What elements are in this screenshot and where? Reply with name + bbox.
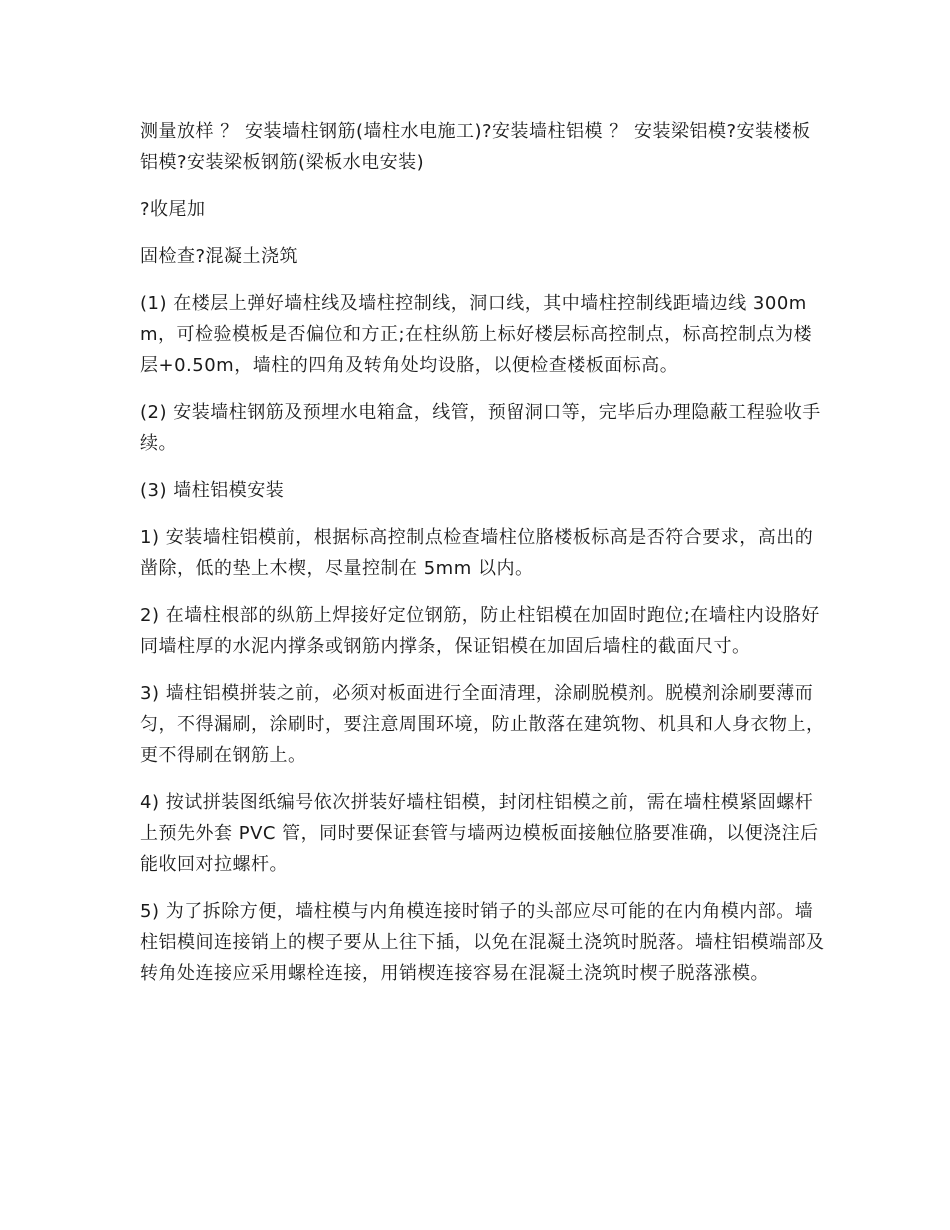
- paragraph-item-1: (1) 在楼层上弹好墙柱线及墙柱控制线，洞口线，其中墙柱控制线距墙边线 300mm，可检验模板是否偏位和方正;在柱纵筋上标好楼层标高控制点，标高控制点为楼层+0.50m，墙柱的四角及转角处均设胳，以便检查楼板面标高。: [140, 293, 813, 376]
- paragraph-step-1: 1) 安装墙柱铝模前，根据标高控制点检查墙柱位胳楼板标高是否符合要求，高出的凿除，低的垫上木楔，尽量控制在 5mm 以内。: [140, 527, 814, 579]
- paragraph-step-2: 2) 在墙柱根部的纵筋上焊接好定位钢筋，防止柱铝模在加固时跑位;在墙柱内设胳好同墙柱厚的水泥内撑条或钢筋内撑条，保证铝模在加固后墙柱的截面尺寸。: [140, 605, 820, 657]
- paragraph-step-3: 3) 墙柱铝模拼装之前，必须对板面进行全面清理，涂刷脱模剂。脱模剂涂刷要薄而匀，不得漏刷，涂刷时，要注意周围环境，防止散落在建筑物、机具和人身衣物上，更不得刷在钢筋上。: [140, 683, 825, 766]
- paragraph-construction-sequence: 测量放样 ？ 安装墙柱钢筋(墙柱水电施工)?安装墙柱铝模 ？ 安装梁铝模?安装楼板铝模?安装梁板钢筋(梁板水电安装): [140, 121, 811, 173]
- paragraph-item-2: (2) 安装墙柱钢筋及预埋水电箱盒，线管，预留洞口等，完毕后办理隐蔽工程验收手续。: [140, 402, 821, 454]
- paragraph-finishing: ?收尾加: [140, 199, 206, 220]
- paragraph-inspection-pour: 固检查?混凝土浇筑: [140, 246, 299, 267]
- section-heading-wall-column-formwork: (3) 墙柱铝模安装: [140, 480, 285, 501]
- document-body: [140, 116, 825, 1005]
- paragraph-step-5: 5) 为了拆除方便，墙柱模与内角模连接时销子的头部应尽可能的在内角模内部。墙柱铝模间连接销上的楔子要从上往下插，以免在混凝土浇筑时脱落。墙柱铝模端部及转角处连接应采用螺栓连接，用销楔连接容易在混凝土浇筑时楔子脱落涨模。: [140, 901, 825, 984]
- paragraph-step-4: 4) 按试拼装图纸编号依次拼装好墙柱铝模，封闭柱铝模之前，需在墙柱模紧固螺杆上预先外套 PVC 管，同时要保证套管与墙两边模板面接触位胳要准确，以便浇注后能收回对拉螺杆。: [140, 792, 819, 875]
